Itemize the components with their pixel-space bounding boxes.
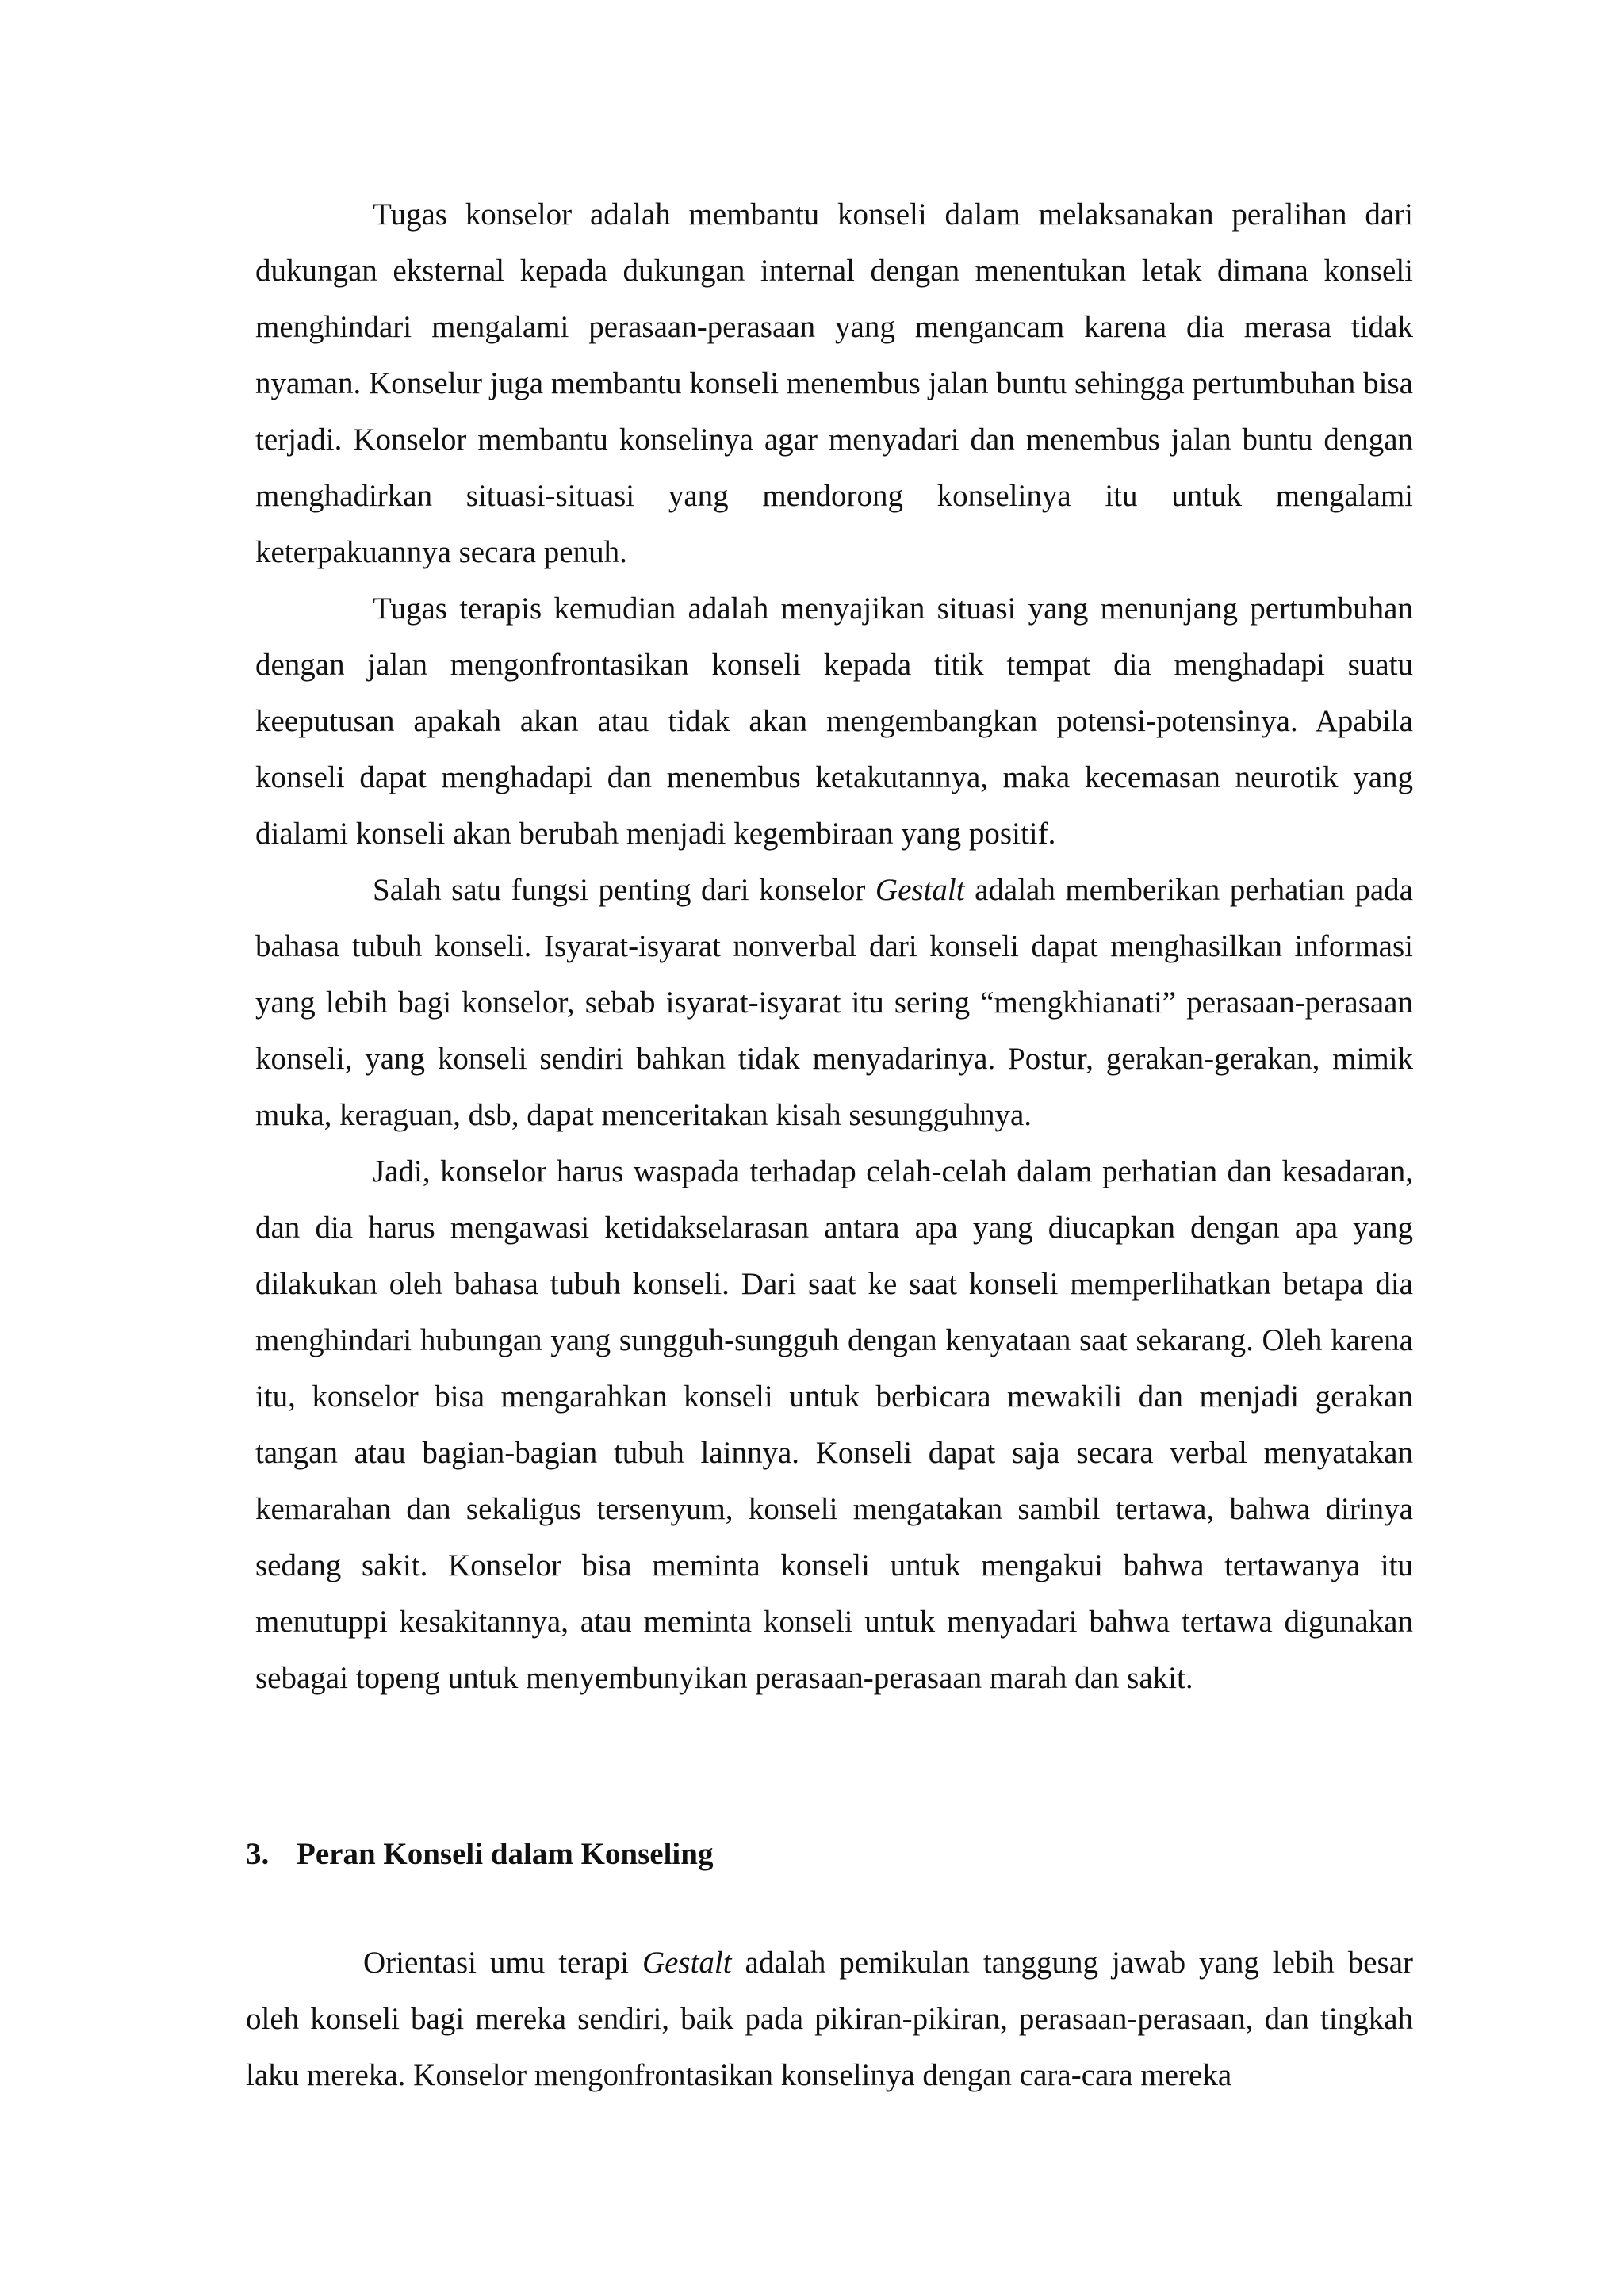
paragraph-3 [255,862,1413,1143]
paragraph-4: Jadi, konselor harus waspada terhadap celah-celah dalam perhatian dan kesadaran, dan dia harus mengawasi ketidakselarasan antara apa yang diucapkan dengan apa yang dilakukan oleh bahasa tubuh konseli. Dari saat ke saat konseli memperlihatkan betapa dia menghindari hubungan yang sungguh-sungguh dengan kenyataan saat sekarang. Oleh karena itu, konselor bisa mengarahkan konseli untuk berbicara mewakili dan menjadi gerakan tangan atau bagian-bagian tubuh lainnya. Konseli dapat saja secara verbal menyatakan kemarahan dan sekaligus tersenyum, konseli mengatakan sambil tertawa, bahwa dirinya sedang sakit. Konselor bisa meminta konseli untuk mengakui bahwa tertawanya itu menutuppi kesakitannya, atau meminta konseli untuk menyadari bahwa tertawa digunakan sebagai topeng untuk menyembunyikan perasaan-perasaan marah dan sakit. [255,1154,1413,1695]
section-number: 3. [246,1837,270,1871]
paragraph-3-text-after: adalah memberikan perhatian pada bahasa tubuh konseli. Isyarat-isyarat nonverbal dari konseli dapat menghasilkan informasi yang lebih bagi konselor, sebab isyarat-isyarat itu sering “mengkhianati” perasaan-perasaan konseli, yang konseli sendiri bahkan tidak menyadarinya. Postur, gerakan-gerakan, mimik muka, keraguan, dsb, dapat menceritakan kisah sesungguhnya. [255,873,1413,1132]
paragraph-1: Tugas konselor adalah membantu konseli dalam melaksanakan peralihan dari dukungan eksternal kepada dukungan internal dengan menentukan letak dimana konseli menghindari mengalami perasaan-perasaan yang mengancam karena dia merasa tidak nyaman. Konselur juga membantu konseli menembus jalan buntu sehingga pertumbuhan bisa terjadi. Konselor membantu konselinya agar menyadari dan menembus jalan buntu dengan menghadirkan situasi-situasi yang mendorong konselinya itu untuk mengalami keterpakuannya secara penuh. [255,197,1413,569]
section-body-text [246,1934,1413,2103]
section-heading [246,1826,713,1882]
section-paragraph [246,1934,1413,2103]
paragraph-3-italic-term: Gestalt [875,873,965,907]
paragraph-3-text-before: Salah satu fungsi penting dari konselor [373,873,875,907]
section-title: Peran Konseli dalam Konseling [297,1837,714,1871]
section-paragraph-italic-term: Gestalt [642,1946,732,1980]
paragraph-2: Tugas terapis kemudian adalah menyajikan situasi yang menunjang pertumbuhan dengan jalan mengonfrontasikan konseli kepada titik tempat dia menghadapi suatu keeputusan apakah akan atau tidak akan mengembangkan potensi-potensinya. Apabila konseli dapat menghadapi dan menembus ketakutannya, maka kecemasan neurotik yang dialami konseli akan berubah menjadi kegembiraan yang positif. [255,591,1413,851]
body-text [255,186,1413,1706]
section-paragraph-text-after: adalah pemikulan tanggung jawab yang lebih besar oleh konseli bagi mereka sendiri, baik pada pikiran-pikiran, perasaan-perasaan, dan tingkah laku mereka. Konselor mengonfrontasikan konselinya dengan cara-cara mereka [246,1946,1414,2092]
section-paragraph-text-before: Orientasi umu terapi [363,1946,642,1980]
